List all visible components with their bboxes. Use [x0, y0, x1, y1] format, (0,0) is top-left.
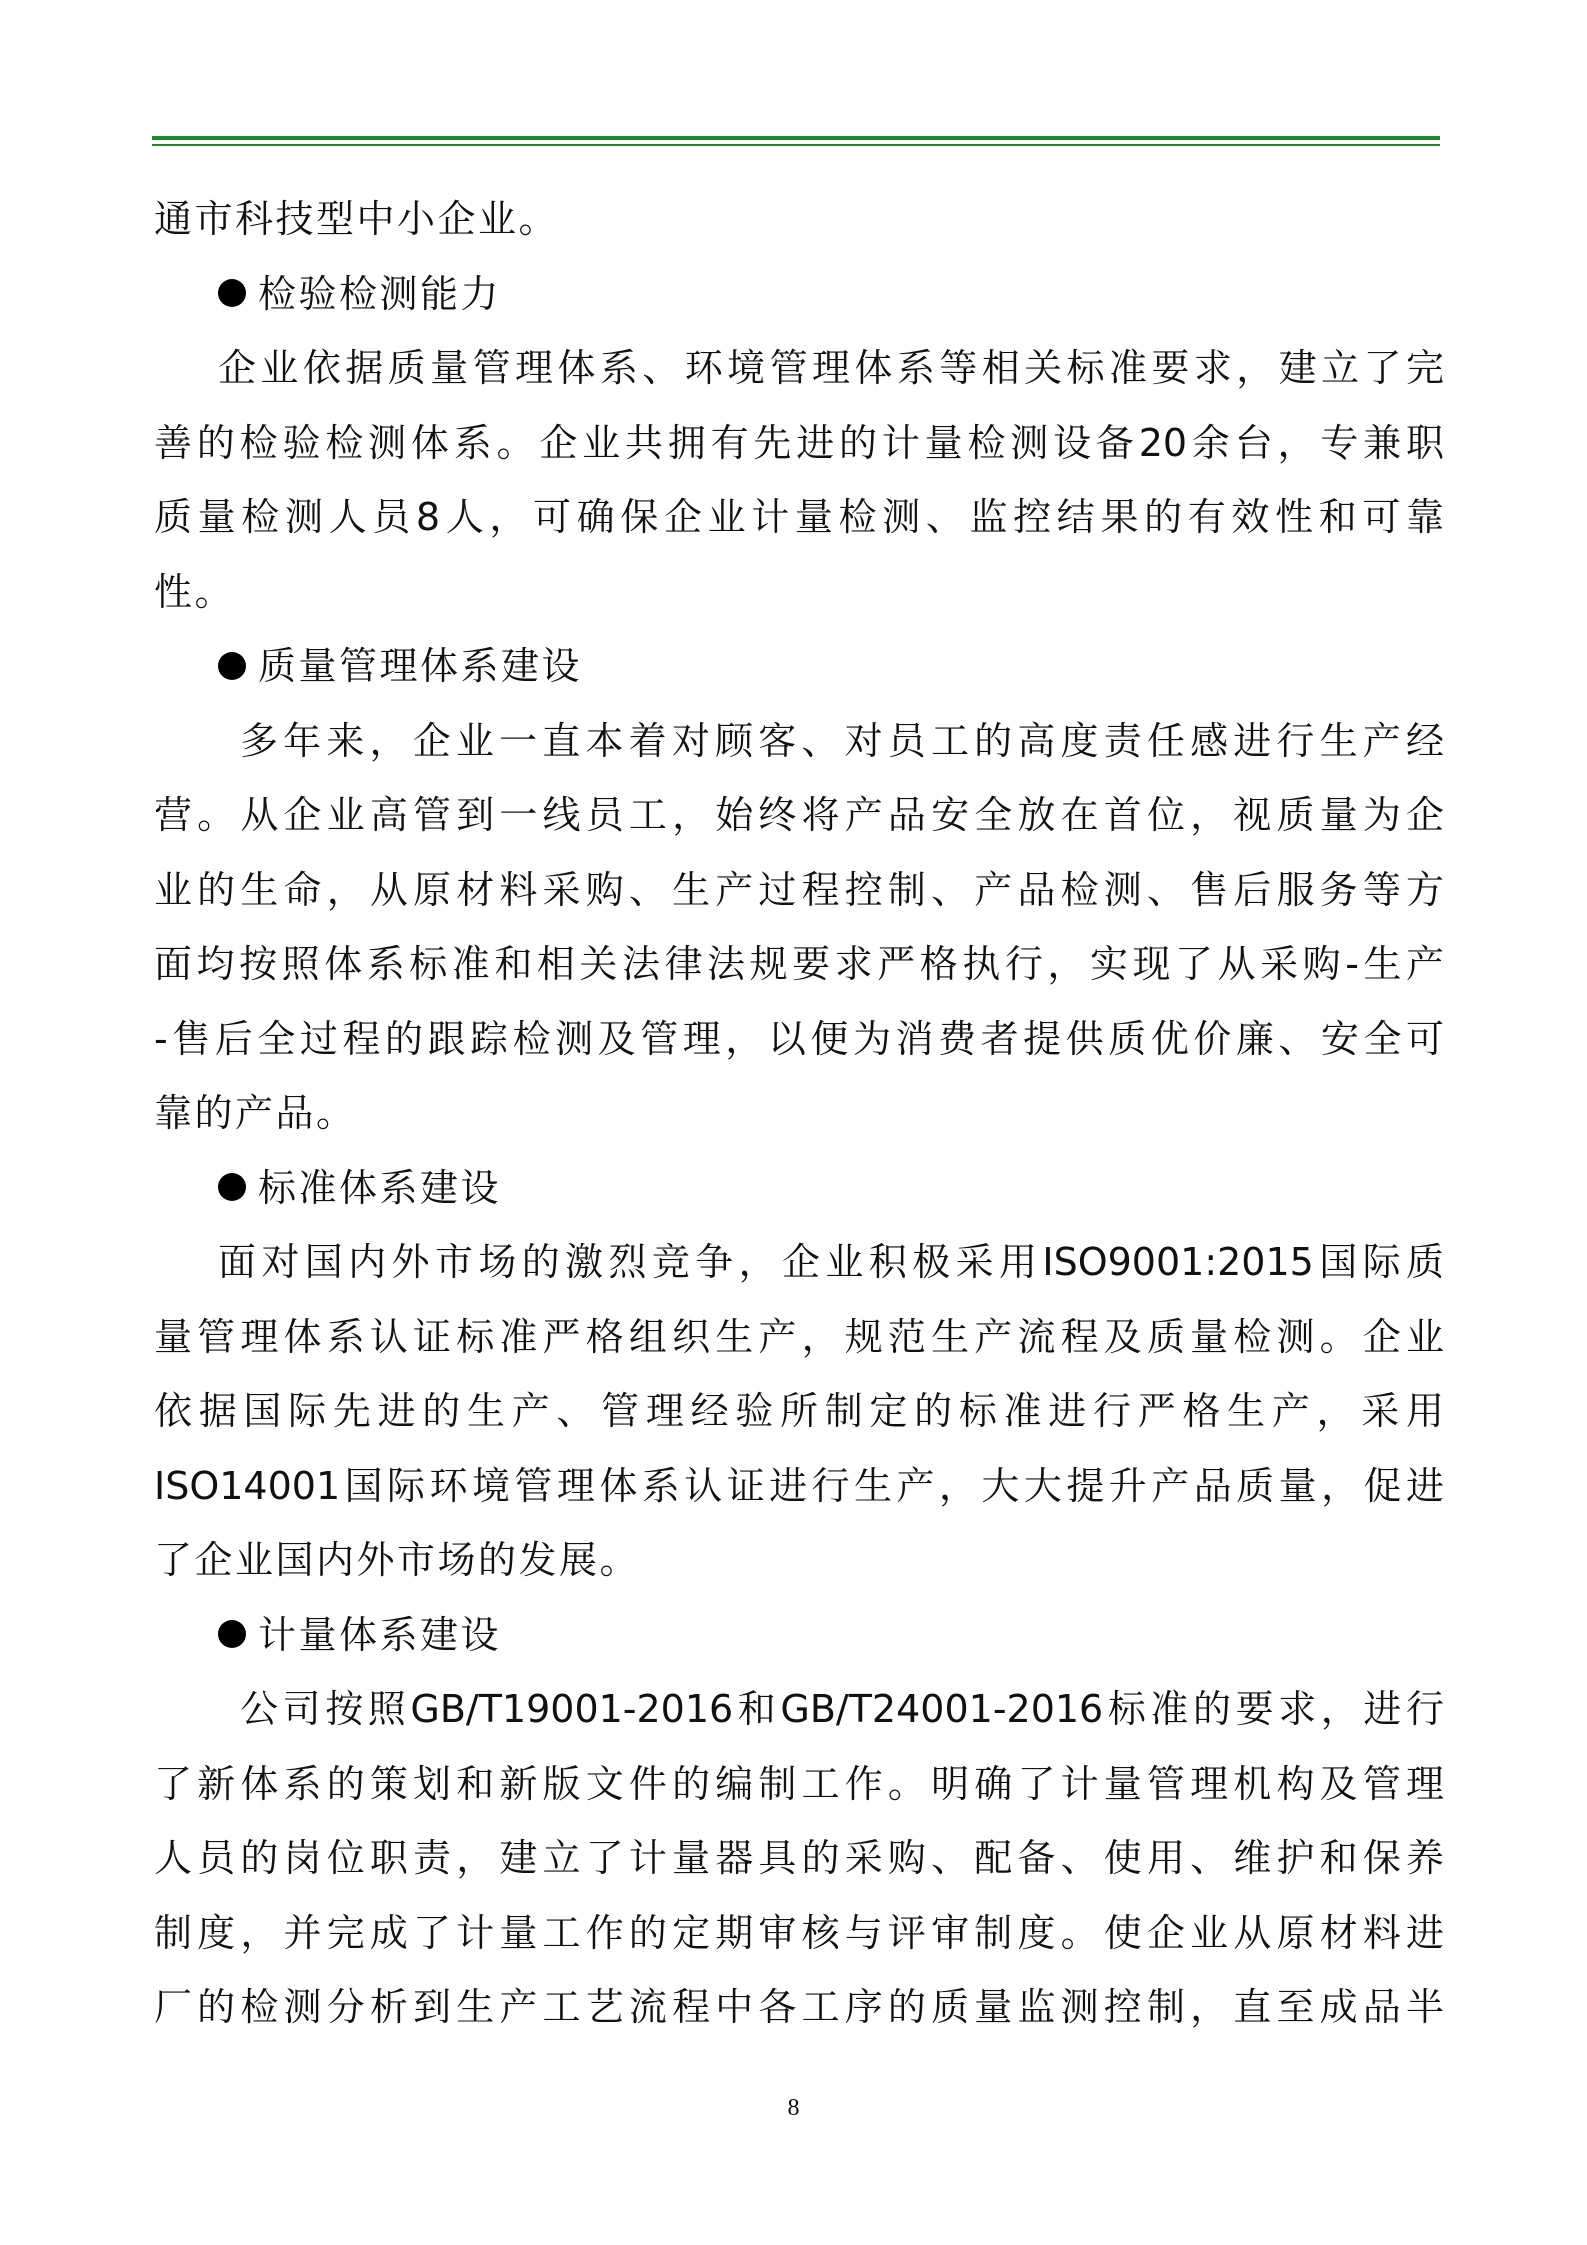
text-line: 了新体系的策划和新版文件的编制工作。明确了计量管理机构及管理: [154, 1761, 1444, 1806]
page-number: 8: [787, 2095, 800, 2121]
section-heading-label: 质量管理体系建设: [258, 644, 583, 688]
body-text: [154, 182, 1444, 2045]
text-line: 善的检验检测体系。企业共拥有先进的计量检测设备20余台，专兼职: [154, 420, 1444, 465]
text-line: 通市科技型中小企业。: [154, 197, 560, 241]
text-line: 营。从企业高管到一线员工，始终将产品安全放在首位，视质量为企: [154, 793, 1444, 837]
text-line: ISO14001国际环境管理体系认证进行生产，大大提升产品质量，促进: [154, 1463, 1444, 1508]
text-line: 了企业国内外市场的发展。: [154, 1538, 641, 1582]
text-line: 质量检测人员8人，可确保企业计量检测、监控结果的有效性和可靠: [154, 495, 1444, 539]
bullet-icon: [218, 279, 246, 307]
section-heading-standards: [154, 1151, 1444, 1226]
bullet-icon: [218, 652, 246, 680]
text-line: 企业依据质量管理体系、环境管理体系等相关标准要求，建立了完: [218, 346, 1444, 390]
header-rule: [152, 136, 1440, 140]
text-line: 多年来，企业一直本着对顾客、对员工的高度责任感进行生产经: [240, 718, 1444, 763]
bullet-icon: [218, 1173, 246, 1201]
section-heading-label: 标准体系建设: [258, 1165, 502, 1210]
header-rule-thin: [152, 144, 1440, 146]
bullet-icon: [218, 1620, 246, 1648]
section-heading-label: 检验检测能力: [258, 271, 502, 316]
text-line: 面均按照体系标准和相关法律法规要求严格执行，实现了从采购-生产: [154, 942, 1444, 986]
text-line: 业的生命，从原材料采购、生产过程控制、产品检测、售后服务等方: [154, 867, 1444, 912]
text-line: 制度，并完成了计量工作的定期审核与评审制度。使企业从原材料进: [154, 1910, 1444, 1955]
text-line: 依据国际先进的生产、管理经验所制定的标准进行严格生产，采用: [154, 1389, 1444, 1433]
section-heading-label: 计量体系建设: [258, 1612, 502, 1657]
text-line: 面对国内外市场的激烈竞争，企业积极采用ISO9001:2015国际质: [218, 1240, 1444, 1284]
text-line: 量管理体系认证标准严格组织生产，规范生产流程及质量检测。企业: [154, 1314, 1444, 1359]
text-line: 厂的检测分析到生产工艺流程中各工序的质量监测控制，直至成品半: [154, 1985, 1444, 2029]
section-heading-inspection: [154, 257, 1444, 332]
text-line: 公司按照GB/T19001-2016和GB/T24001-2016标准的要求，进行: [240, 1687, 1444, 1731]
section-heading-metrology: [154, 1598, 1444, 1673]
text-line: -售后全过程的跟踪检测及管理，以便为消费者提供质优价廉、安全可: [154, 1016, 1444, 1061]
text-line: 人员的岗位职责，建立了计量器具的采购、配备、使用、维护和保养: [154, 1836, 1444, 1880]
section-heading-quality-management: [154, 629, 1444, 704]
text-line: 靠的产品。: [154, 1091, 357, 1135]
text-line: 性。: [154, 569, 236, 614]
